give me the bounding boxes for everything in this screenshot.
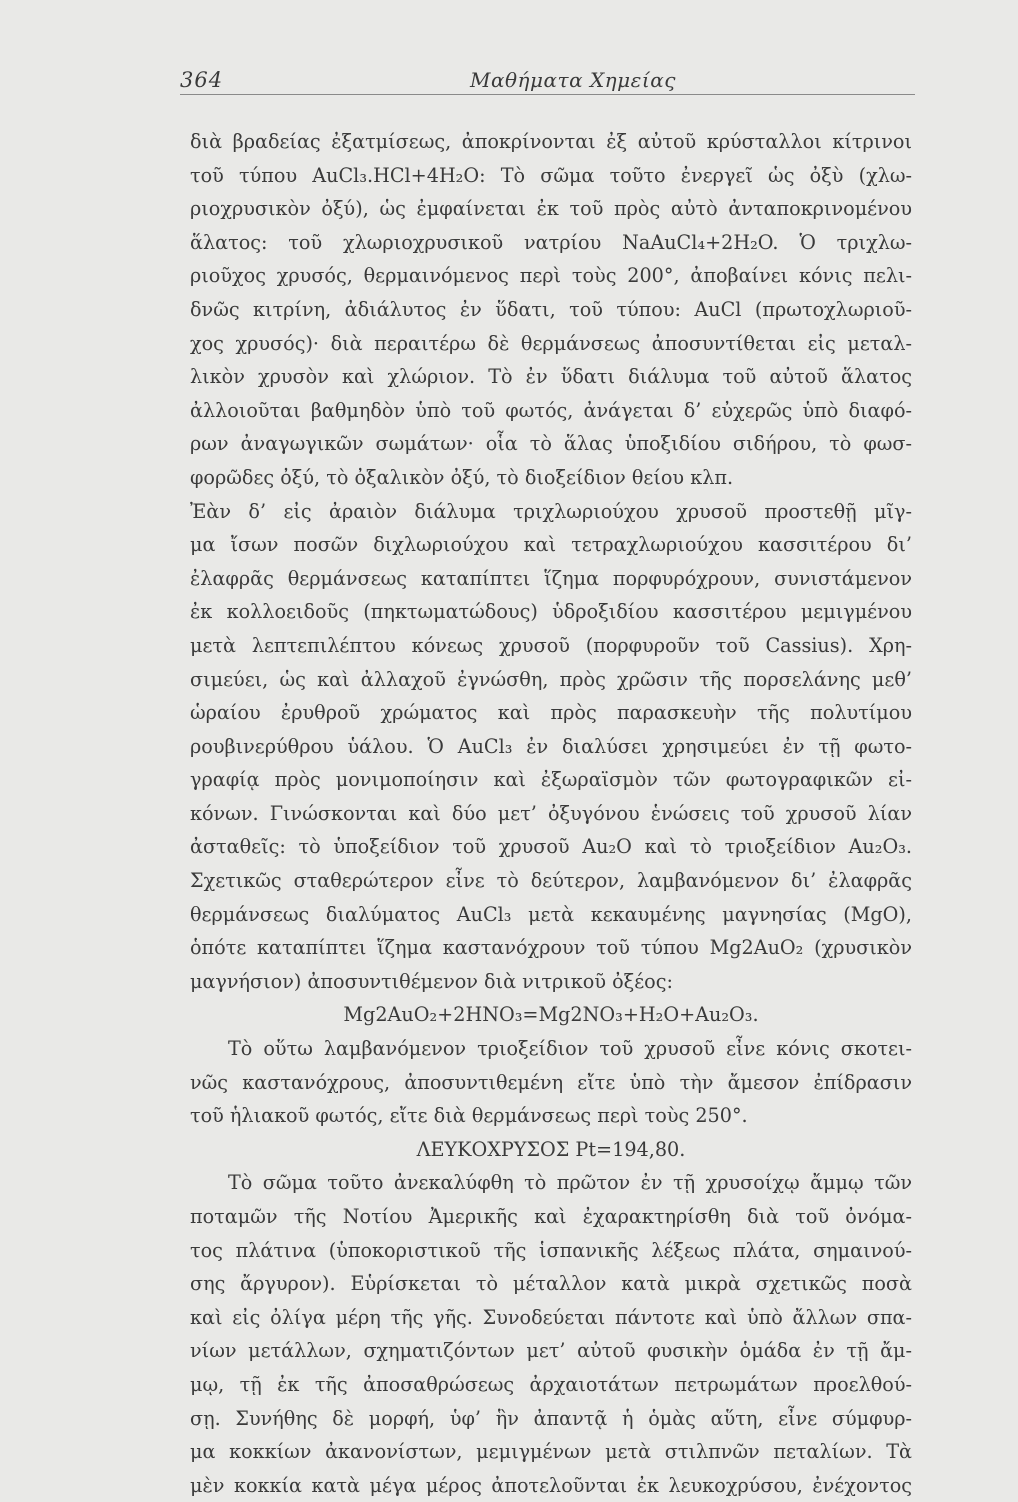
text-line: ριοχρυσικὸν ὀξύ), ὡς ἐμφαίνεται ἐκ τοῦ πρὸς αὐτὸ ἀνταποκρινομένου (190, 197, 912, 221)
header-rule (180, 94, 915, 95)
text-line: μα κοκκίων ἀκανονίστων, μεμιγμένων μετὰ στιλπνῶν πεταλίων. Τὰ (190, 1440, 912, 1464)
text-line: ἅλατος: τοῦ χλωριοχρυσικοῦ νατρίου NaAuCl₄+2H₂O. Ὁ τριχλω- (190, 230, 912, 254)
text-line: ὁπότε καταπίπτει ἵζημα καστανόχρουν τοῦ τύπου Mg2AuO₂ (χρυσικὸν (190, 936, 912, 960)
text-line: ρων ἀναγωγικῶν σωμάτων· οἷα τὸ ἅλας ὑποξιδίου σιδήρου, τὸ φωσ- (190, 432, 912, 456)
page-number: 364 (180, 68, 224, 92)
text-line: μετὰ λεπτεπιλέπτου κόνεως χρυσοῦ (πορφυροῦν τοῦ Cassius). Χρη- (190, 633, 912, 657)
text-line: δνῶς κιτρίνη, ἀδιάλυτος ἐν ὕδατι, τοῦ τύπου: AuCl (πρωτοχλωριοῦ- (190, 297, 912, 321)
text-line: Ἐὰν δ’ εἰς ἀραιὸν διάλυμα τριχλωριούχου χρυσοῦ προστεθῇ μῖγ- (190, 499, 912, 523)
text-line: Σχετικῶς σταθερώτερον εἶνε τὸ δεύτερον, λαμβανόμενον δι’ ἐλαφρᾶς (190, 869, 912, 893)
text-line: μὲν κοκκία κατὰ μέγα μέρος ἀποτελοῦνται ἐκ λευκοχρύσου, ἐνέχοντος (190, 1473, 912, 1497)
text-line: κόνων. Γινώσκονται καὶ δύο μετ’ ὀξυγόνου ἑνώσεις τοῦ χρυσοῦ λίαν (190, 801, 912, 825)
text-line: διὰ βραδείας ἐξατμίσεως, ἀποκρίνονται ἐξ αὐτοῦ κρύσταλλοι κίτρινοι (190, 130, 912, 153)
running-title: Μαθήματα Χημείας (470, 68, 676, 92)
text-line: χος χρυσός)· διὰ περαιτέρω δὲ θερμάνσεως ἀποσυντίθεται εἰς μεταλ- (190, 331, 912, 355)
text-line: ἀσταθεῖς: τὸ ὑποξείδιον τοῦ χρυσοῦ Au₂O καὶ τὸ τριοξείδιον Au₂O₃. (190, 835, 912, 859)
text-line: ριοῦχος χρυσός, θερμαινόμενος περὶ τοὺς 200°, ἀποβαίνει κόνις πελι- (190, 264, 912, 288)
text-line: Τὸ σῶμα τοῦτο ἀνεκαλύφθη τὸ πρῶτον ἐν τῇ χρυσοίχῳ ἄμμῳ τῶν (228, 1171, 912, 1195)
text-line: γραφίᾳ πρὸς μονιμοποίησιν καὶ ἐξωραϊσμὸν τῶν φωτογραφικῶν εἰ- (190, 768, 912, 792)
text-line: ὡραίου ἐρυθροῦ χρώματος καὶ πρὸς παρασκευὴν τῆς πολυτίμου (190, 701, 912, 725)
text-line: φορῶδες ὀξύ, τὸ ὀξαλικὸν ὀξύ, τὸ διοξείδιον θείου κλπ. (190, 465, 734, 489)
text-line: νῶς καστανόχρους, ἀποσυντιθεμένη εἴτε ὑπὸ τὴν ἄμεσον ἐπίδρασιν (190, 1070, 912, 1094)
text-line: τος πλάτινα (ὑποκοριστικοῦ τῆς ἱσπανικῆς λέξεως πλάτα, σημαινού- (190, 1238, 912, 1262)
text-line: τοῦ τύπου AuCl₃.HCl+4H₂O: Τὸ σῶμα τοῦτο ἐνεργεῖ ὡς ὀξὺ (χλω- (190, 163, 912, 187)
text-line: ρουβινερύθρου ὑάλου. Ὁ AuCl₃ ἐν διαλύσει χρησιμεύει ἐν τῇ φωτο- (190, 734, 912, 758)
text-line: μα ἴσων ποσῶν διχλωριούχου καὶ τετραχλωριούχου κασσιτέρου δι’ (190, 533, 912, 557)
text-line: λικὸν χρυσὸν καὶ χλώριον. Τὸ ἐν ὕδατι διάλυμα τοῦ αὐτοῦ ἅλατος (190, 365, 912, 389)
text-line: Mg2AuO₂+2HNO₃=Mg2NO₃+H₂O+Au₂O₃. (343, 1003, 759, 1027)
text-line: ἐκ κολλοειδοῦς (πηκτωματώδους) ὑδροξιδίου κασσιτέρου μεμιγμένου (190, 600, 912, 624)
text-line: σῃ. Συνήθης δὲ μορφή, ὑφ’ ἣν ἀπαντᾷ ἡ ὁμὰς αὕτη, εἶνε σύμφυρ- (190, 1406, 912, 1430)
text-line: ἀλλοιοῦται βαθμηδὸν ὑπὸ τοῦ φωτός, ἀνάγεται δ’ εὐχερῶς ὑπὸ διαφό- (190, 398, 912, 422)
text-line: σιμεύει, ὡς καὶ ἀλλαχοῦ ἐγνώσθη, πρὸς χρῶσιν τῆς πορσελάνης μεθ’ (190, 667, 912, 691)
text-line: σης ἄργυρον). Εὑρίσκεται τὸ μέταλλον κατὰ μικρὰ σχετικῶς ποσὰ (190, 1272, 912, 1296)
text-line: ποταμῶν τῆς Νοτίου Ἀμερικῆς καὶ ἐχαρακτηρίσθη διὰ τοῦ ὀνόμα- (190, 1205, 912, 1228)
text-line: ΛΕΥΚΟΧΡΥΣΟΣ Pt=194,80. (416, 1137, 686, 1161)
text-line: θερμάνσεως διαλύματος AuCl₃ μετὰ κεκαυμένης μαγνησίας (MgO), (190, 902, 912, 926)
body-text (190, 125, 912, 1502)
text-line: ἐλαφρᾶς θερμάνσεως καταπίπτει ἵζημα πορφυρόχρουν, συνιστάμενον (190, 566, 912, 590)
text-line: τοῦ ἡλιακοῦ φωτός, εἴτε διὰ θερμάνσεως περὶ τοὺς 250°. (190, 1104, 748, 1128)
text-line: νίων μετάλλων, σχηματιζόντων μετ’ αὐτοῦ φυσικὴν ὁμάδα ἐν τῇ ἄμ- (190, 1339, 912, 1363)
text-line: Τὸ οὕτω λαμβανόμενον τριοξείδιον τοῦ χρυσοῦ εἶνε κόνις σκοτει- (228, 1037, 912, 1061)
text-line: μαγνήσιον) ἀποσυντιθέμενον διὰ νιτρικοῦ ὀξέος: (190, 969, 673, 993)
text-line: μῳ, τῇ ἐκ τῆς ἀποσαθρώσεως ἀρχαιοτάτων πετρωμάτων προελθού- (190, 1372, 912, 1396)
text-line: καὶ εἰς ὀλίγα μέρη τῆς γῆς. Συνοδεύεται πάντοτε καὶ ὑπὸ ἄλλων σπα- (190, 1305, 912, 1329)
